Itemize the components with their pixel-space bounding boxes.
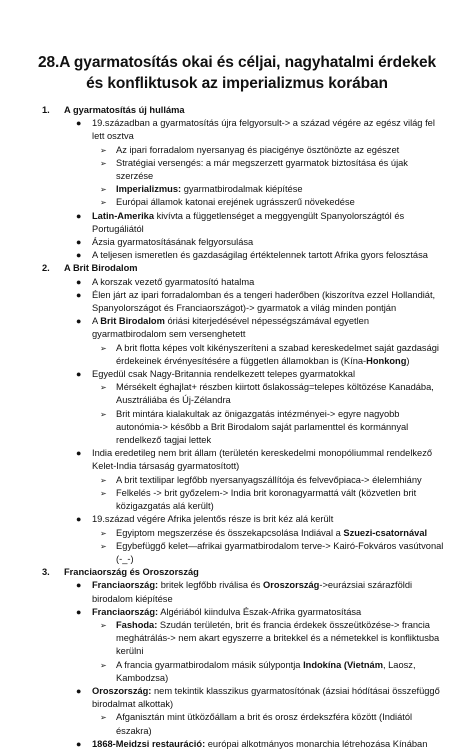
arrow-bullet-icon: ➢ [100,475,107,485]
arrow-bullet-icon: ➢ [100,541,107,551]
section-title: A Brit Birodalom [64,263,138,274]
text-run: Stratégiai versengés: a már megszerzett gyarmatok biztosítása és újak szerzése [116,157,408,182]
section-heading [30,104,444,117]
bullet-text [92,276,444,289]
bullet-dot-icon: ● [76,580,82,591]
arrow-bullet-icon: ➢ [100,185,107,195]
bullet-text [92,685,444,711]
section-heading [30,566,444,579]
bullet-text [116,342,444,368]
text-run: A korszak vezető gyarmatosító hatalma [92,276,255,287]
arrow-bullet-icon: ➢ [100,528,107,538]
text-run: ->eurázsiai szárazföldi birodalom kiépítése [92,580,413,604]
bullet-text [92,289,444,315]
section-number: 2. [42,263,50,274]
arrow-bullet-icon: ➢ [100,713,107,723]
arrow-bullet-icon: ➢ [100,343,107,353]
text-run: Egyedül csak Nagy-Britannia rendelkezett telepes gyarmatokkal [92,369,356,380]
bold-text: Imperializmus: [116,184,182,195]
bullet-item [30,579,444,605]
bullet-text [92,210,444,236]
bullet-text [116,408,444,448]
bullet-text [92,368,444,381]
sub-bullet-item [30,474,444,487]
bullet-text [116,144,444,157]
text-run: , Laosz, Kambodzsa) [116,659,416,683]
bullet-item [30,276,444,289]
bullet-dot-icon: ● [76,237,82,248]
bullet-item [30,685,444,711]
text-run: Európai államok katonai erejének ugrásszerű növekedése [116,197,355,208]
arrow-bullet-icon: ➢ [100,145,107,155]
text-run: kivívta a függetlenséget a meggyengült Spanyolországtól és Portugáliától [92,210,405,234]
sub-bullet-item [30,342,444,368]
text-run: Egyiptom megszerzése és összekapcsolása Indiával a [116,527,344,538]
bullet-dot-icon: ● [76,606,82,617]
bold-text: 1868-Meidzsi restauráció: [92,738,206,749]
text-run: Felkelés -> brit győzelem-> India brit koronagyarmattá vált (közvetlen brit közigazgatás alá került) [116,487,417,512]
bold-text: Oroszország [263,580,320,591]
text-run: Szudán területén, brit és francia érdekek összeütközése-> francia meghátrálás-> nem akart egyszerre a britekkel és a németekkel is konfliktusba kerülni [116,619,440,657]
bullet-item [30,738,444,751]
bullet-dot-icon: ● [76,738,82,749]
text-run: ) [406,355,410,366]
section-number: 3. [42,567,50,578]
text-run: Élen járt az ipari forradalomban és a tengeri haderőben (kiszorítva ezzel Hollandiát, Spanyolországot és Franciaországot)-> gyarmatok a világ minden pontján [92,289,436,314]
bullet-text [92,236,444,249]
bullet-text [116,183,444,196]
text-run: nem tekintik klasszikus gyarmatosítónak (ázsiai hódításai összefüggő birodalmat alkottak) [92,685,440,710]
bold-text: Franciaország: [92,580,159,591]
text-run: britek legfőbb riválisa és [158,580,264,591]
text-run: A brit textilipar legfőbb nyersanyagszállítója és felvevőpiaca-> élelemhiány [116,474,422,485]
document-body [30,104,444,751]
sub-bullet-item [30,487,444,513]
bullet-dot-icon: ● [76,685,82,696]
text-run: Az ipari forradalom nyersanyag és piacigénye ösztönözte az egészet [116,144,400,155]
bold-text: Indokína (Vietnám [303,659,383,670]
text-run: A francia gyarmatbirodalom másik súlypontja [116,659,304,670]
bullet-text [116,157,444,183]
bold-text: Fashoda: [116,619,158,630]
text-run: Brit mintára kialakultak az önigazgatás intézményei-> egyre nagyobb autonómia-> később a Brit Birodalom saját parlamenttel és kormánnyal rendelkező tagjai lettek [116,408,409,446]
bullet-item [30,368,444,381]
arrow-bullet-icon: ➢ [100,488,107,498]
bullet-dot-icon: ● [76,316,82,327]
arrow-bullet-icon: ➢ [100,198,107,208]
bold-text: Oroszország: [92,685,152,696]
sub-bullet-item [30,659,444,685]
arrow-bullet-icon: ➢ [100,158,107,168]
bullet-text [116,659,444,685]
bullet-dot-icon: ● [76,289,82,300]
bullet-text [92,606,444,619]
bullet-item [30,606,444,619]
bullet-dot-icon: ● [76,118,82,129]
bullet-item [30,289,444,315]
document-page [0,52,474,749]
section-heading [30,262,444,275]
bullet-text [92,249,444,262]
sub-bullet-item [30,408,444,448]
sub-bullet-item [30,196,444,209]
section-title: A gyarmatosítás új hulláma [64,105,185,115]
bullet-text [92,315,444,341]
text-run: európai alkotmányos monarchia létrehozása Kínában [205,738,428,749]
bullet-text [116,474,444,487]
bullet-item [30,210,444,236]
text-run: 19.század végére Afrika jelentős része is brit kéz alá került [92,514,334,525]
document-title: 28.A gyarmatosítás okai és céljai, nagyhatalmi érdekek és konfliktusok az imperializmus korában [37,54,437,92]
text-run: óriási kiterjedésével népességszámával egyetlen gyarmatbirodalom sem versenghetett [92,316,369,340]
bullet-item [30,249,444,262]
section-title: Franciaország és Oroszország [64,567,199,578]
section-number: 1. [42,105,50,115]
bullet-text [116,527,444,540]
bold-text: Franciaország: [92,606,159,617]
bullet-item [30,513,444,526]
text-run: 19.században a gyarmatosítás újra felgyorsult-> a század végére az egész világ fel lett osztva [92,118,435,142]
bold-text: Latin-Amerika [92,210,154,221]
bullet-text [116,381,444,407]
arrow-bullet-icon: ➢ [100,383,107,393]
text-run: A brit flotta képes volt kikényszeríteni a szabad kereskedelmet saját gazdasági érdekeinek érvényesítésére a független államokban is (Kína- [116,342,439,366]
text-run: Ázsia gyarmatosításának felgyorsulása [92,237,254,248]
bullet-text [92,117,444,143]
bullet-text [116,619,444,659]
sub-bullet-item [30,711,444,737]
bold-text: Brit Birodalom [100,316,165,327]
text-run: Afganisztán mint ütközőállam a brit és orosz érdekszféra között (Indiától északra) [116,712,413,736]
bullet-text [116,540,444,566]
bullet-text [92,579,444,605]
text-run: India eredetileg nem brit állam (területén kereskedelmi monopóliummal rendelkező Kelet-India társaság gyarmatosított) [92,448,433,472]
sub-bullet-item [30,144,444,157]
bullet-text [92,513,444,526]
text-run: gyarmatbirodalmak kiépítése [181,184,303,195]
bullet-dot-icon: ● [76,369,82,380]
bullet-item [30,236,444,249]
arrow-bullet-icon: ➢ [100,660,107,670]
text-run: A [92,316,101,327]
text-run: A teljesen ismeretlen és gazdaságilag értéktelennek tartott Afrika gyors felosztása [92,250,428,261]
bullet-item [30,447,444,473]
sub-bullet-item [30,157,444,183]
bullet-text [116,196,444,209]
bullet-dot-icon: ● [76,250,82,261]
bullet-text [92,738,444,751]
bullet-text [116,711,444,737]
bullet-dot-icon: ● [76,448,82,459]
sub-bullet-item [30,527,444,540]
bullet-text [92,447,444,473]
text-run: Egybefüggő kelet—afrikai gyarmatbirodalom terve-> Kairó-Fokváros vasútvonal (-_-) [116,540,444,564]
bullet-dot-icon: ● [76,210,82,221]
sub-bullet-item [30,540,444,566]
bullet-dot-icon: ● [76,276,82,287]
bullet-item [30,315,444,341]
bullet-text [116,487,444,513]
text-run: Algériából kiindulva Észak-Afrika gyarmatosítása [158,606,362,617]
bold-text: Honkong [366,355,407,366]
sub-bullet-item [30,381,444,407]
sub-bullet-item [30,183,444,196]
arrow-bullet-icon: ➢ [100,409,107,419]
bullet-item [30,117,444,143]
bullet-dot-icon: ● [76,514,82,525]
bold-text: Szuezi-csatornával [343,527,428,538]
arrow-bullet-icon: ➢ [100,620,107,630]
text-run: Mérsékelt éghajlat+ részben kiirtott őslakosság=telepes költözése Kanadába, Ausztráliába és Új-Zélandra [116,382,434,406]
sub-bullet-item [30,619,444,659]
